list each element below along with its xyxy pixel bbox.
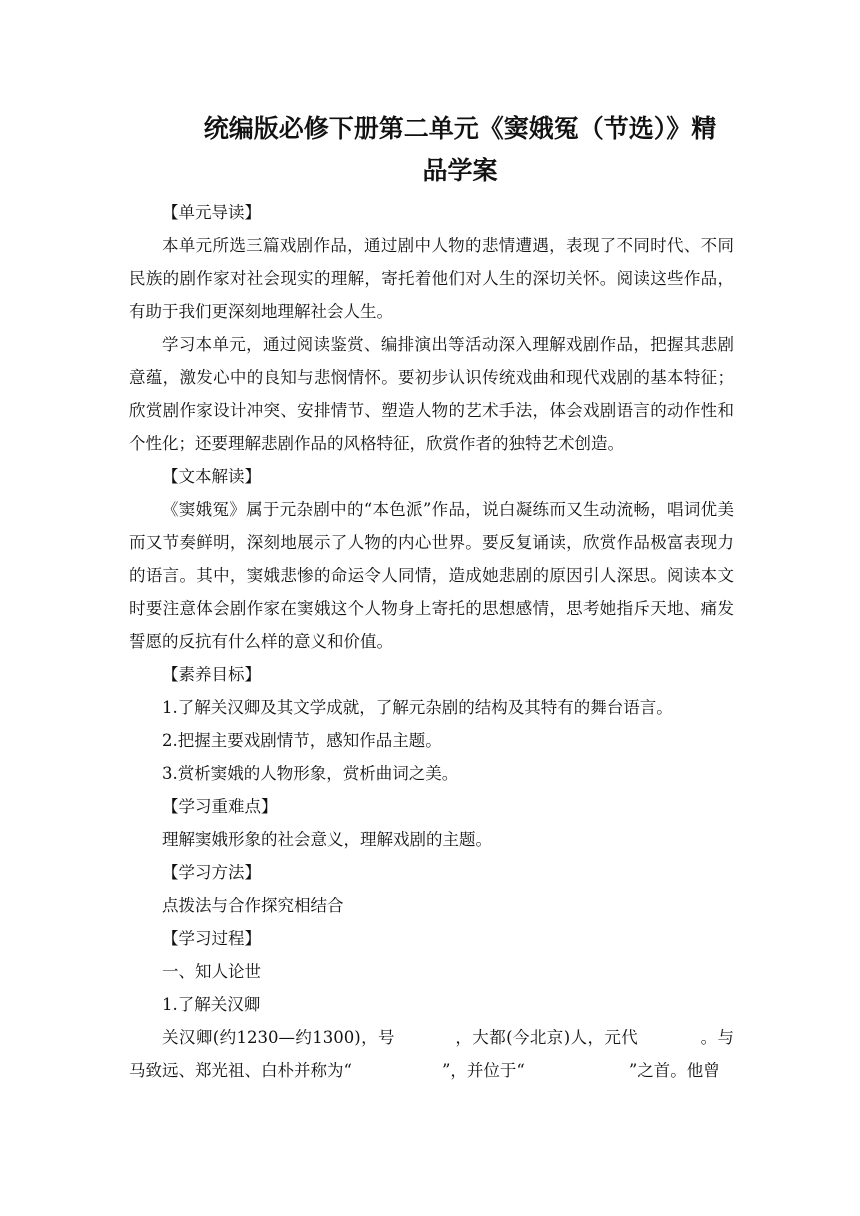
process-subheading-1: 一、知人论世 xyxy=(162,962,261,981)
fill-text-2: ，大都(今北京)人，元代 xyxy=(454,1028,639,1047)
goal-item-1: 1.了解关汉卿及其文学成就，了解元杂剧的结构及其特有的舞台语言。 xyxy=(162,698,673,717)
unit-guide-paragraph-1: 本单元所选三篇戏剧作品，通过剧中人物的悲情遭遇，表现了不同时代、不同民族的剧作家对社会现实的理解，寄托着他们对人生的深切关怀。阅读这些作品，有助于我们更深刻地理解社会人生。 xyxy=(129,236,734,321)
fill-text-5: ”之首。他曾 xyxy=(628,1061,720,1080)
fill-in-blank-paragraph xyxy=(129,1021,734,1087)
text-reading-heading: 【文本解读】 xyxy=(162,467,261,486)
title-line-2: 品学案 xyxy=(422,156,498,185)
process-subheading-2: 1.了解关汉卿 xyxy=(162,995,261,1014)
process-heading: 【学习过程】 xyxy=(162,929,261,948)
unit-guide-heading: 【单元导读】 xyxy=(162,203,261,222)
document-body xyxy=(129,196,734,1087)
document-title xyxy=(180,108,740,192)
unit-guide-paragraph-2: 学习本单元，通过阅读鉴赏、编排演出等活动深入理解戏剧作品，把握其悲剧意蕴，激发心中的良知与悲悯情怀。要初步认识传统戏曲和现代戏剧的基本特征；欣赏剧作家设计冲突、安排情节、塑造人物的艺术手法，体会戏剧语言的动作性和个性化；还要理解悲剧作品的风格特征，欣赏作者的独特艺术创造。 xyxy=(129,335,734,453)
text-reading-paragraph: 《窦娥冤》属于元杂剧中的“本色派”作品，说白凝练而又生动流畅，唱词优美而又节奏鲜明，深刻地展示了人物的内心世界。要反复诵读，欣赏作品极富表现力的语言。其中，窦娥悲惨的命运令人同情，造成她悲剧的原因引人深思。阅读本文时要注意体会剧作家在窦娥这个人物身上寄托的思想感情，思考她指斥天地、痛发誓愿的反抗有什么样的意义和价值。 xyxy=(129,500,734,651)
method-text: 点拨法与合作探究相结合 xyxy=(162,896,344,915)
key-points-heading: 【学习重难点】 xyxy=(162,797,278,816)
goals-heading: 【素养目标】 xyxy=(162,665,261,684)
title-line-1: 统编版必修下册第二单元《窦娥冤（节选）》精 xyxy=(203,114,717,143)
goal-item-3: 3.赏析窦娥的人物形象，赏析曲词之美。 xyxy=(162,764,459,783)
method-heading: 【学习方法】 xyxy=(162,863,261,882)
fill-text-3: 。与马致远、郑光祖、白朴并称为“ xyxy=(129,1028,735,1080)
fill-text-4: ”，并位于“ xyxy=(441,1061,525,1080)
goal-item-2: 2.把握主要戏剧情节，感知作品主题。 xyxy=(162,731,442,750)
key-points-text: 理解窦娥形象的社会意义，理解戏剧的主题。 xyxy=(162,830,492,849)
fill-text-1: 关汉卿(约1230—约1300)，号 xyxy=(162,1028,395,1047)
